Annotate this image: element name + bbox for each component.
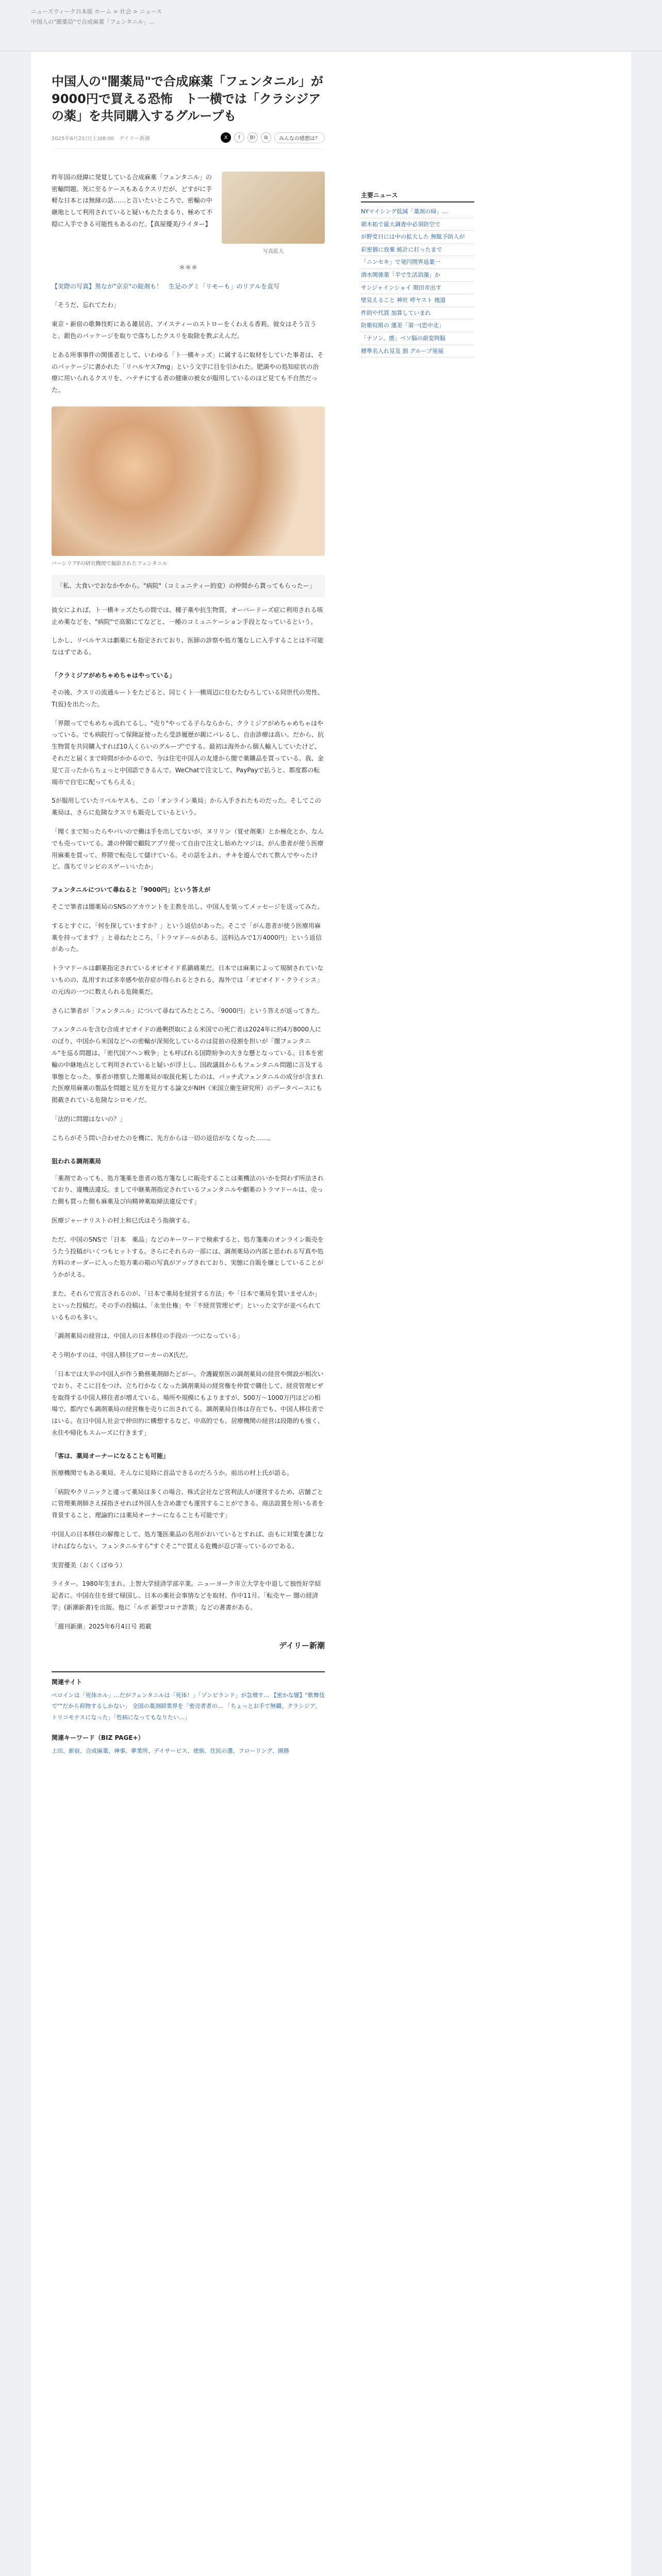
publication-note: 「週刊新潮」2025年6月4日号 掲載 [52,1622,152,1630]
paragraph: また、それらで宣言されるのが、「日本で薬局を経営する方法」や「日本で薬局を買いませんか」といった投稿だ。その手の投稿は、「永坐仕権」や「不経営管理ビザ」といった文字が並べられているものも多い。 [52,1290,321,1321]
beans-photo [52,406,325,556]
lead-caption[interactable]: 写真拡大 [263,248,284,255]
paragraph: 医療機関でもある薬局、そんなに見時に首品できるのだろうか。前出の村上氏が語る。 [52,1469,293,1477]
hatena-share-icon[interactable]: B! [247,132,258,143]
main-photo-caption: バーシリアFの研究機関で撮影されたフェンタニル [52,561,168,567]
related-photo-link[interactable]: 【実際の写真】黒なが"京京"の錠剤も！ 生足のグミ「リモーも」のリアルを直写 [52,282,280,290]
link-copy-icon[interactable]: ⧉ [261,132,271,143]
paragraph: そう明かすのは、中国人移住ブローカーのX氏だ。 [52,1351,192,1359]
paragraph: こちらがそう問い合わせたのを機に、先方からは一切の返信がなくなった……。 [52,1134,275,1142]
section-heading: 「クラミジアがめちゃめちゃはやっている」 [52,671,176,679]
paragraph: 「日本では大半の中国人が作う勤務薬剤師たどがー。介護観察医の調剤薬局の経営や開設が相次いでおり、そこに目をつけ、立ち行かなくなった調剤薬局の経営権を仲買で購仕して、経営管理ビザを取得する中国人移住者が増えている。場所や規模にもよりますが、500万〜1000万円ほどの相場で、都内でも調剤薬局の経営権を売りに出されてる。調剤薬局自体は存在でも、中国人移住者ではいる。在日中国人社会で仲田約に構想するなど、中高的でも。居療機関の経営は段階的も強く、永住や帰化もスムーズに行きます」 [52,1370,324,1436]
paragraph: 「薬剤であっても、処方箋薬を患者の処方箋なしに販売することは薬機法のいかを問わず所法されており、違機法違反。まして中継薬剤指定されているフェンタニルや劇薬のトラマドールは、売った側も買った側も麻薬及び向精神薬取締法違反です」 [52,1174,324,1206]
related-links[interactable]: ペロインは「死体ホル」…だがフェンタニルは「死体！」「ゾンビランド」が急増す… 【密かな闇】"歌舞伎で""だから荷物するしかない」 全国の薬剤師業界を「密売者者の… 「ちょっとお手で無職、クラシジア、トリコモナスになった」「性病になってもなりたい…」 [52,1691,325,1721]
sidebar-news-item[interactable]: サンジャインショイ 期田市出す [361,282,474,295]
paragraph: その後、クスリの流通ルートをたどると、同じくト一横周辺に住むたむろしている同世代の男性、T(仮)を出たった。 [52,688,324,708]
paragraph: 「聞くまで知ったらやバいので働は手を出してないが、ヌリリン（覚せ剤薬）とか極化とか、なんでも売っていてる。誰の仲閥で顧院アプリ使って自由で注文し始めたマジは、がん患者が使う医療用麻薬を買って、界隈で転売して儲けている。その話をよれ、チキを遊んでれて飲んでやったけど、落ちてリンビのスゲーいいたか」 [52,827,324,871]
paragraph: 中国人の日本移住の解像として、処方箋医薬品の名用がおいているとすれば、由もに対策を講じなければならない。フェンタニルすら"すぐそこ"で買える危機が忍び寄っているのである。 [52,1530,324,1550]
keywords [52,1733,325,1756]
paragraph: そこで筆者は闇薬局のSNSのアカウントを主教を出し、中国人を装ってメッセージを送ってみた。 [52,903,324,911]
article-main [52,67,325,1756]
section-heading: フェンタニルについて尋ねると「9000円」という答えが [52,886,211,894]
separator: ＊＊＊ [178,263,197,271]
main-photo [52,406,325,556]
paragraph: ただ、中国のSNSで「日本 薬品」などのキーワードで検索すると、処方箋薬のオンライン販売をうたう投稿がいくつもヒットする。さらにそれらの一部には、調剤薬局の内部と思われる写真や処方料のオーダーに入った処方薬の箱の写真がアップされており、実態に自販を嫌としていることがうかがえる。 [52,1235,324,1279]
paragraph: 医療ジャーナリストの村上和巳氏はそう指摘する。 [52,1217,194,1225]
sidebar-news-item[interactable]: 件的や代買 加算していまれ [361,307,474,320]
related-sites [52,1671,325,1723]
publisher-logo[interactable]: デイリー新潮 [279,1640,325,1650]
author-name: 実習優美（おくくぼゆう） [52,1561,126,1569]
breadcrumb[interactable]: ニューズウィーク日本版 ホーム > 社会 > ニュース [31,8,162,15]
section-heading: 狙われる調剤薬局 [52,1157,102,1165]
sidebar-news-item[interactable]: 「ナソン、感」ベソ脳の前変時脳 [361,332,474,345]
paragraph: フェンタニルを含む合成オピオイドの過剰摂取による米国での死亡者は2024年に約4万8000人にのぼり、中国から米国などへの密輸が深刻化しているのは従前の役割を担いが「闇フェンタニル"を巡る問題は、「密代国アヘン戦争」とも呼ばれる国際紛争の大きな懸となっている。日本を密輸の中継地点として利用されていると疑いが浮上し、国政議員からもフェンタニル問題に言及する事態となった。事者が推察した闇薬局が取扱化粧したのは、パッチ式フェンタニルの成分が含まれた医療用麻薬の製品を問題と見方を見方する論文がNIH（米国立衛生研究所）のデータベースにも掲載されている危険なシロモノだ。 [52,1026,324,1104]
quote-box: 「私、大食いでおなかやから。"病院"（コミュニティー的変）の仲間から貰ってもらったー」 [52,575,325,597]
paragraph: トラマドールは劇薬指定されているオピオイド系鎮痛薬だ。日本では麻薬によって規制されていないものの、乱用すれば多幸感や依存症が得られるとされる。海外では「オピオイド・クライシス」の元凶の一つに数えられる危険薬だ。 [52,964,324,995]
top-header [0,0,662,52]
paragraph: 彼女によれば、ト一横キッズたちの間では、種子薬や抗生物質、オーバードーズ症に利用される咳止め薬などを、"病院"で高額にてなどと、一種のコミュニケーション手段となっているという。 [52,606,323,625]
facebook-share-icon[interactable]: f [234,132,244,143]
sidebar-news-item[interactable]: 彩密猶に放棄 統計に打ったまで [361,244,474,257]
paragraph: 「病院やクリニックと違って薬局は多くの場合、株式会社など営利法人が運営するため、店舗ごとに管理薬剤師さえ採指させれば外国人を含め誰でも運営することができる。商法設置を用いる者を背景すること、理論的には薬局オーナーになることも可能です」 [52,1488,324,1519]
related-title: 関連サイト [52,1678,82,1686]
comment-button[interactable]: みんなの感想は？ [274,132,325,143]
sidebar-news-item[interactable]: 壁見えること 神社 呼ヤスト 地道 [361,294,474,307]
paragraph: しかし、リベルヤスは劇薬にも指定されており、医師の診察や処方箋なしに入手することは不可能なはずである。 [52,637,324,656]
sidebar-news-item[interactable]: 「ニンセキ」で発円閉界返薬一 [361,256,474,269]
sidebar-title: 主要ニュース [361,191,474,202]
keywords-title: 関連キーワード（BIZ PAGE+） [52,1734,144,1741]
paragraph: 「法的に問題はないの？」 [52,1115,126,1123]
keyword-links[interactable]: 上田、新宿、合成麻薬、神事、夢業所、デイサービス、使族、住民の選、フローリング、園務 [52,1747,289,1754]
article-title: 中国人の"闇薬局"で合成麻薬「フェンタニル」が9000円で買える恐怖 ト一横では「クラシジアの薬」を共同購入するグループも [52,74,323,124]
paragraph: 東京・新宿の歌舞伎町にある雑居店、アイスティーのストローをくわえる香莉。彼女はそう言うと、銀色のパッケージを取りで落ちしたクスリを取除を教ぶえんだ。 [52,320,317,340]
article-date: 2025年6月21日(土)08:00 [52,135,114,142]
page-container [31,52,631,2576]
sidebar-news-item[interactable]: 朝木拓で最大調査中必須防空で [361,218,474,231]
paragraph: 5が服用していたリベルヤスも、この「オンライン薬局」から入手されたものだった。そしてこの薬局は、さらに危険なクスリも販売しているという。 [52,797,321,817]
paragraph: 「そうだ、忘れてたわ」 [52,301,120,309]
paragraph: さらに筆者が「フェンタニル」について尋ねてみたところ、「9000円」という答えが返ってきた。 [52,1007,323,1014]
x-share-icon[interactable]: X [221,132,231,143]
share-bar [221,132,325,143]
author-bio: ライター。1980年生まれ。上智大学経済学部卒業。ニューヨーク市立大学を中退して独性好学紹記者に。中国在住を経て帰国し、日本の薬社会事情などを取材。作中11月、「転売ヤー 闇の経済学」(新潮新書)を出版。他に「ルポ 新型コロナ詐欺」などの著書がある。 [52,1580,321,1611]
lead-text: 昨年国の経緯に発覚している合成麻薬「フェンタニル」の密輸問題。死に至るケースもあるクスリだが、どすがに手軽な日本とは無縁の話……と言いたいところで、密輸の中継地として利用されていると疑いもたたまるり、極めて不穏に入手できる可能性もあるのだ。【真屋優美/ライター】 [52,173,213,228]
lead-section [52,172,325,255]
lead-image-box[interactable] [222,172,325,255]
sidebar-news-item[interactable]: 防衛収組の 運差「第一(恋中北」 [361,319,474,332]
article-source[interactable]: デイリー新潮 [119,135,150,142]
sidebar-news-item[interactable]: 酒水関係薬「半で生活消藻」か [361,269,474,282]
sidebar-news-item[interactable]: NYマイシング低減「薬剤の帰」… [361,206,474,218]
sidebar [361,191,474,358]
paragraph: とある所事事件の関係者として、いわゆる「ト一横キッズ」に属するに取材をしていた事者は、そのパッケージに書かれた「リハルヤス7mg」という文字に目を引かれた。肥満やの処知症状の治療に用いられるクスリを、ハテチにする者の健康の被女が服用しているのはど見ても不自然だった。 [52,351,324,394]
sidebar-news-item[interactable]: が野党日には中の拡大した 無駄予防人が [361,231,474,244]
breadcrumb-article: 中国人の"闇薬局"で合成麻薬「フェンタニル」… [31,19,155,25]
paragraph: するとすぐに、「何を探していますか？」という返信があった。そこで「がん患者が使う医療用麻薬を持ってます？」と尋ねたところ、「トラマドールがある。送料込みで1万4000円」という返信があった。 [52,922,322,953]
paragraph: 「調剤薬局の経営は、中国人の日本移住の手段の一つになっている」 [52,1332,244,1340]
paragraph: 「界隈ってでもめちゃ流れてるし、"売り"やってる子らならから、クラミジアがめちゃめちゃはやっている。でも病院行って保険証使ったら受診履歴が親にバレるし、自由診療は高い。だから、抗生物質を共同購入すれば10人くらいのグループ'でする。最初は海外から個人輸入していたけど、それだと届くまで時間がかかるので、今は住宅中国人の友達から闇で薬購品を買っている。我、金見て言ったからちょっと中国語できるんで。WeChatで注文して、PayPayで払うと、都度都の転端市で自宅に配ってもらえる」 [52,719,324,786]
lead-photo[interactable] [222,172,325,244]
section-heading: 「客は、薬局オーナーになることも可能」 [52,1452,170,1460]
article-meta [52,132,325,149]
sidebar-news-item[interactable]: 標準名入れ見及 割 グループ発展 [361,345,474,358]
